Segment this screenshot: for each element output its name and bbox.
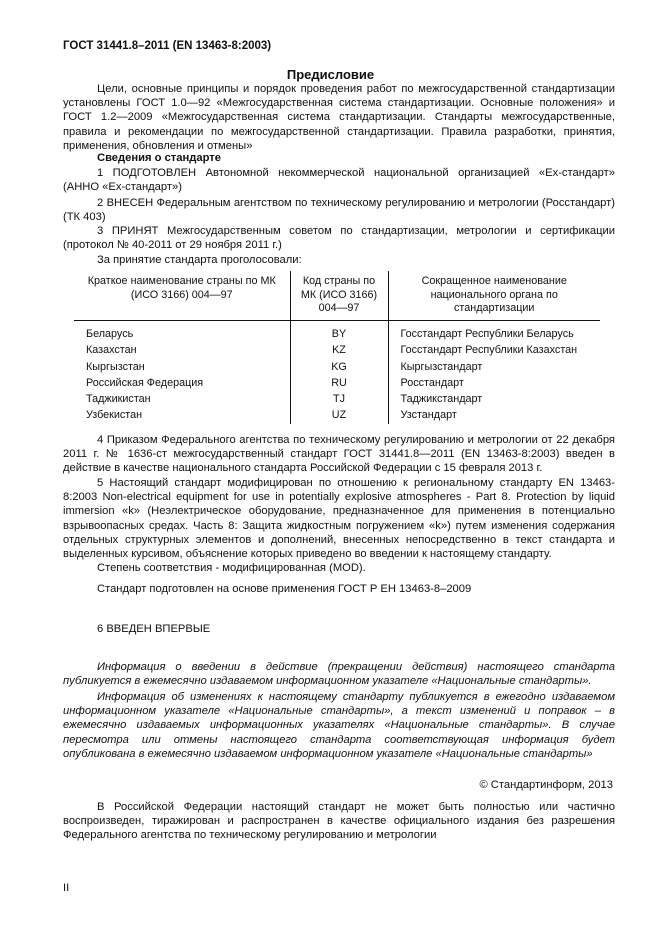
country-cell: Узбекистан [86,409,143,422]
table-header-row [74,271,600,320]
column-header-country: Краткое наименование страны по МК (ИСО 3166) 004—97 [87,275,276,301]
page-title: Предисловие [286,67,375,82]
table-row [74,342,600,358]
column-header-code: Код страны по МК (ИСО 3166) 004—97 [290,271,388,320]
item-3-paragraph: 3 ПРИНЯТ Межгосударственным советом по стандартизации, метрологии и сертификации (протокол № 40-2011 от 29 ноября 2011 г.) [63,225,615,252]
item-6-paragraph: 6 ВВЕДЕН ВПЕРВЫЕ [97,623,211,635]
body-cell: Госстандарт Республики Беларусь [388,326,600,342]
voted-label: За принятие стандарта проголосовали: [97,254,302,266]
intro-paragraph: Цели, основные принципы и порядок проведения работ по межгосударственной стандартизации установлены ГОСТ 1.0—92 «Межгосударственная система стандартизации. Основные положения» и ГОСТ 1.2—2009 «Межгосударственная система стандартизации. Стандарты межгосударственные, правила и рекомендации по межгосударственной стандартизации. Правила разработки, принятия, применения, обновления и отмены» [63,83,615,152]
conformity-paragraph: Степень соответствия - модифицированная (MOD). [97,562,366,574]
item-2-paragraph: 2 ВНЕСЕН Федеральным агентством по техническому регулированию и метрологии (Росстандарт) (ТК 403) [63,197,615,224]
body-cell: Госстандарт Республики Казахстан [388,342,600,358]
body-cell: Кыргызстандарт [388,359,600,375]
code-cell: KZ [290,342,388,358]
country-cell: Российская Федерация [86,376,204,389]
code-cell: TJ [290,391,388,407]
code-cell: BY [290,326,388,342]
item-1-paragraph: 1 ПОДГОТОВЛЕН Автономной некоммерческой национальной организацией «Ех-стандарт» (АННО «Ех-стандарт») [63,167,615,194]
body-cell: Таджикстандарт [388,391,600,407]
adoption-table [74,271,600,424]
code-cell: RU [290,375,388,391]
body-cell: Росстандарт [388,375,600,391]
table-row [74,359,600,375]
prepared-paragraph: Стандарт подготовлен на основе применения ГОСТ Р ЕН 13463-8–2009 [97,583,472,595]
item-5-paragraph: 5 Настоящий стандарт модифицирован по отношению к региональному стандарту EN 13463-8:2003 Non-electrical equipment for use in potentially explosive atmospheres - Part 8. Protection by liquid immersion «k» (Неэлектрическое оборудование, предназначенное для применения в потенциально взрывоопасных средах. Часть 8: Защита жидкостным погружением «k») путем изменения содержания отдельных структурных элементов и дополнений, внесенных непосредственно в текст стандарта и выделенных курсивом, объяснение которых приведено во введении к настоящему стандарту. [63,477,615,561]
table-row [74,391,600,407]
legal-notice: В Российской Федерации настоящий стандарт не может быть полностью или частично воспроизведен, тиражирован и распространен в качестве официального издания без разрешения Федерального агентства по техническому регулированию и метрологии [63,801,615,842]
code-cell: KG [290,359,388,375]
info-paragraph-introduction: Информация о введении в действие (прекращении действия) настоящего стандарта публикуется в ежемесячно издаваемом информационном указателе «Национальные стандарты». [63,661,615,688]
item-4-paragraph: 4 Приказом Федерального агентства по техническому регулированию и метрологии от 22 декабря 2011 г. № 1636-ст межгосударственный стандарт ГОСТ 31441.8—2011 (EN 13463-8:2003) введен в действие в качестве национального стандарта Российской Федерации с 15 февраля 2013 г. [63,434,615,475]
table-row [74,326,600,342]
code-cell: UZ [290,407,388,423]
table-row [74,407,600,423]
country-cell: Беларусь [86,328,134,340]
body-cell: Узстандарт [388,407,600,423]
page-number: II [63,882,70,894]
table-row [74,375,600,391]
country-cell: Казахстан [86,344,137,357]
copyright-notice: © Стандартинформ, 2013 [479,779,613,791]
country-cell: Таджикистан [86,393,151,406]
column-header-body: Сокращенное наименование национального органа по стандартизации [388,271,600,320]
info-paragraph-changes: Информация об изменениях к настоящему стандарту публикуется в ежегодно издаваемом информационном указателе «Национальные стандарты», а текст изменений и поправок – в ежемесячно издаваемых информационных указателях «Национальные стандарты». В случае пересмотра или отмены настоящего стандарта соответствующая информация будет опубликована в ежемесячно издаваемом информационном указателе «Национальные стандарты» [63,691,615,760]
section-heading: Сведения о стандарте [97,152,221,164]
country-cell: Кыргызстан [86,360,145,373]
standard-designation-header: ГОСТ 31441.8–2011 (EN 13463-8:2003) [63,40,272,52]
